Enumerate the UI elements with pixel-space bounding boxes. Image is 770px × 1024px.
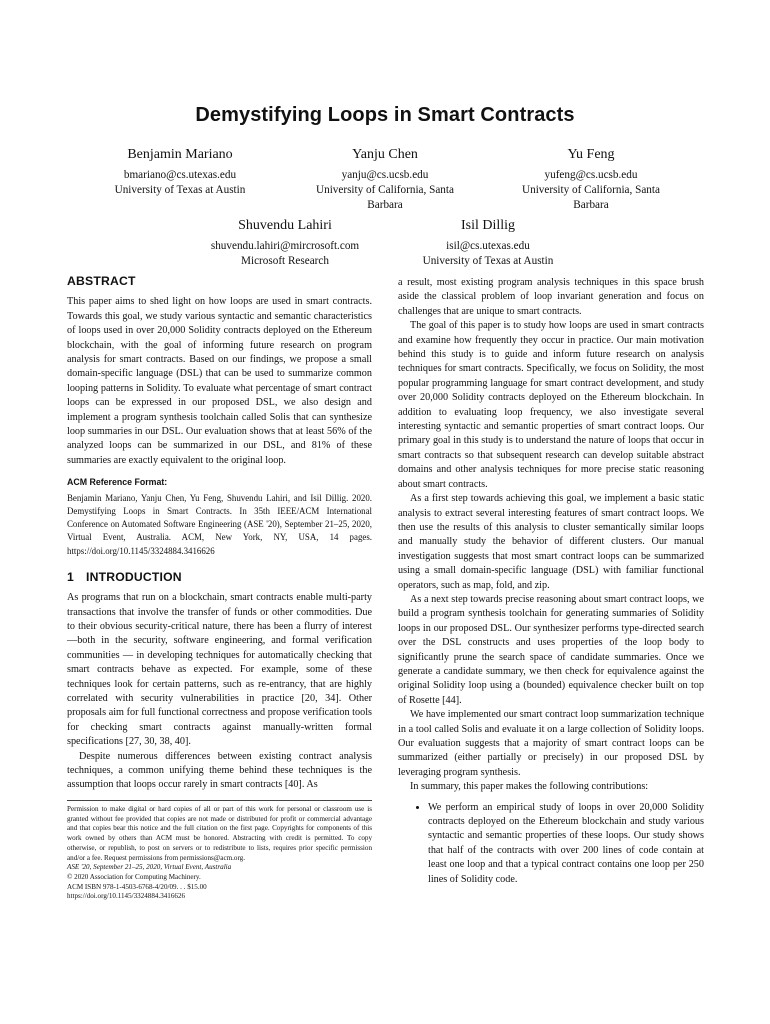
author-name: Shuvendu Lahiri bbox=[238, 218, 332, 233]
body-paragraph: As a next step towards precise reasoning about smart contract loops, we build a program synthesis toolchain for generating summaries of Solidity loops in our proposed DSL. Our synthesizer performs type-directed search over the DSL constructs and uses properties of the loop body to significantly prune the search space of candidate summaries. Once we generate a candidate summary, we then check for equivalence against the original Solidity loop using a (bounded) equivalence checker built on top of Rosette [44]. bbox=[398, 593, 704, 706]
author-name: Yanju Chen bbox=[352, 147, 418, 162]
permission-footnote bbox=[67, 800, 372, 902]
section-title: INTRODUCTION bbox=[85, 569, 182, 584]
author-affiliation: University of Texas at Austin bbox=[114, 184, 246, 196]
author-affiliation: University of California, Santa Barbara bbox=[316, 184, 454, 211]
intro-paragraph: Despite numerous differences between existing contract analysis techniques, a common unifying theme behind these techniques is the assumption that loops occur rarely in smart contracts [40]. As bbox=[67, 750, 372, 791]
author-block bbox=[398, 217, 578, 269]
author-name: Yu Feng bbox=[567, 147, 615, 162]
author-email: isil@cs.utexas.edu bbox=[446, 240, 530, 252]
introduction-heading bbox=[67, 570, 372, 584]
left-column bbox=[67, 272, 372, 793]
body-paragraph: The goal of this paper is to study how loops are used in smart contracts and examine how frequently they occur in practice. Our main motivation behind this study is to guide and inform future research on analysis techniques for smart contracts. Specifically, we focus on Solidity, the most popular programming language for smart contract development, and study over 20,000 Solidity contracts deployed on the Ethereum blockchain. In addition to evaluating loop frequency, we also investigate several interesting syntactic and semantic properties of smart contract loops. Our primary goal in this study is to understand the nature of loops that occur in smart contracts so that subsequent research can develop suitable abstract domains and other analysis techniques for more precise static reasoning about smart contracts. bbox=[398, 320, 704, 490]
acm-reference-text: Benjamin Mariano, Yanju Chen, Yu Feng, Shuvendu Lahiri, and Isil Dillig. 2020. Demystifying Loops in Smart Contracts. In 35th IEEE/ACM International Conference on Automated Software Engineering (ASE '20), September 21–25, 2020, Virtual Event, Australia. ACM, New York, NY, USA, 14 pages. https://doi.org/10.1145/3324884.3416626 bbox=[67, 492, 372, 556]
author-email: bmariano@cs.utexas.edu bbox=[123, 169, 237, 181]
conference-line: ASE '20, September 21–25, 2020, Virtual Event, Australia bbox=[67, 863, 232, 872]
right-column bbox=[398, 276, 704, 887]
author-email: yanju@cs.ucsb.edu bbox=[341, 169, 429, 181]
isbn-line: ACM ISBN 978-1-4503-6768-4/20/09. . . $15.00 bbox=[67, 882, 207, 891]
body-paragraph: a result, most existing program analysis techniques in this space brush aside the classical problem of loop invariant generation and focus on challenges that are unique to smart contracts. bbox=[398, 277, 704, 317]
contributions-list bbox=[398, 801, 704, 887]
author-name: Benjamin Mariano bbox=[127, 147, 233, 162]
doi-line: https://doi.org/10.1145/3324884.3416626 bbox=[67, 892, 186, 901]
author-name: Isil Dillig bbox=[460, 218, 516, 233]
author-block bbox=[95, 146, 265, 198]
copyright-line: © 2020 Association for Computing Machinery. bbox=[67, 872, 201, 881]
author-block bbox=[506, 146, 676, 213]
permission-text: Permission to make digital or hard copies of all or part of this work for personal or classroom use is granted without fee provided that copies are not made or distributed for profit or commercial advantage and that copies bear this notice and the full citation on the first page. Copyrights for components of this work owned by others than ACM must be honored. Abstracting with credit is permitted. To copy otherwise, or republish, to post on servers or to redistribute to lists, requires prior specific permission and/or a fee. Request permissions from permissions@acm.org. bbox=[67, 805, 372, 862]
list-item: • We perform an empirical study of loops in over 20,000 Solidity contracts deployed on the Ethereum blockchain and study various syntactic and semantic properties of these loops. Our study shows that half of the contracts with over 200 lines of code contain at least one loop and that a typical contract contains one loop per 250 lines of Solidity code. bbox=[428, 801, 704, 887]
abstract-heading: ABSTRACT bbox=[67, 274, 136, 288]
author-block bbox=[190, 217, 380, 269]
body-paragraph: We have implemented our smart contract loop summarization technique in a tool called Solis and evaluate it on a large collection of Solidity loops. Our evaluation suggests that a majority of smart contract loops can be summarized (either partially or precisely) in our proposed DSL by leveraging program synthesis. bbox=[398, 709, 704, 778]
author-affiliation: University of California, Santa Barbara bbox=[522, 184, 660, 211]
intro-paragraph: As programs that run on a blockchain, smart contracts enable multi-party transactions that involve the transfer of funds or other commodities. Due to their obvious security-critical nature, there has been a flurry of interest —both in the security, software engineering, and formal verification communities — in developing techniques for automatically checking that smart contracts behave as expected. For example, some of these techniques look for certain patterns, such as re-entrancy, that are highly correlated with security vulnerabilities in practice [20, 34]. Other proposals aim for full functional correctness and propose verification tools for checking smart contracts against manually-written formal specifications [27, 30, 38, 40]. bbox=[67, 592, 372, 748]
section-number: 1 bbox=[67, 569, 74, 584]
author-affiliation: University of Texas at Austin bbox=[422, 255, 554, 267]
paper-title: Demystifying Loops in Smart Contracts bbox=[195, 104, 575, 126]
body-paragraph: As a first step towards achieving this goal, we implement a basic static analysis to extract several interesting features of smart contract loops. We then use the results of this analysis to cluster semantically similar loops and manually study the behavior of different clusters. Our manual investigation suggests that most smart contract loops can be summarized using a small domain-specific language (DSL) with familiar functional operators, such as map, fold, and zip. bbox=[398, 493, 704, 591]
author-email: yufeng@cs.ucsb.edu bbox=[544, 169, 638, 181]
author-block bbox=[300, 146, 470, 213]
abstract-text: This paper aims to shed light on how loops are used in smart contracts. Towards this goal, we study various syntactic and semantic characteristics of loops used in over 20,000 Solidity contracts deployed on the Ethereum blockchain, with the goal of informing future research on program analysis for smart contracts. Based on our findings, we propose a small domain-specific language (DSL) that can be used to summarize common looping patterns in Solidity. To evaluate what percentage of smart contract loops can be expressed in our proposed DSL, we also design and implement a program synthesis toolchain called Solis that can synthesize loop summaries in our DSL. Our evaluation shows that at least 56% of the analyzed loops can be summarized in our DSL, and 81% of these summaries are exactly equivalent to the original loop. bbox=[67, 296, 372, 466]
acm-reference-heading: ACM Reference Format: bbox=[67, 477, 168, 488]
body-paragraph: In summary, this paper makes the following contributions: bbox=[410, 781, 649, 793]
author-affiliation: Microsoft Research bbox=[241, 255, 329, 267]
author-email: shuvendu.lahiri@mircrosoft.com bbox=[210, 240, 360, 252]
